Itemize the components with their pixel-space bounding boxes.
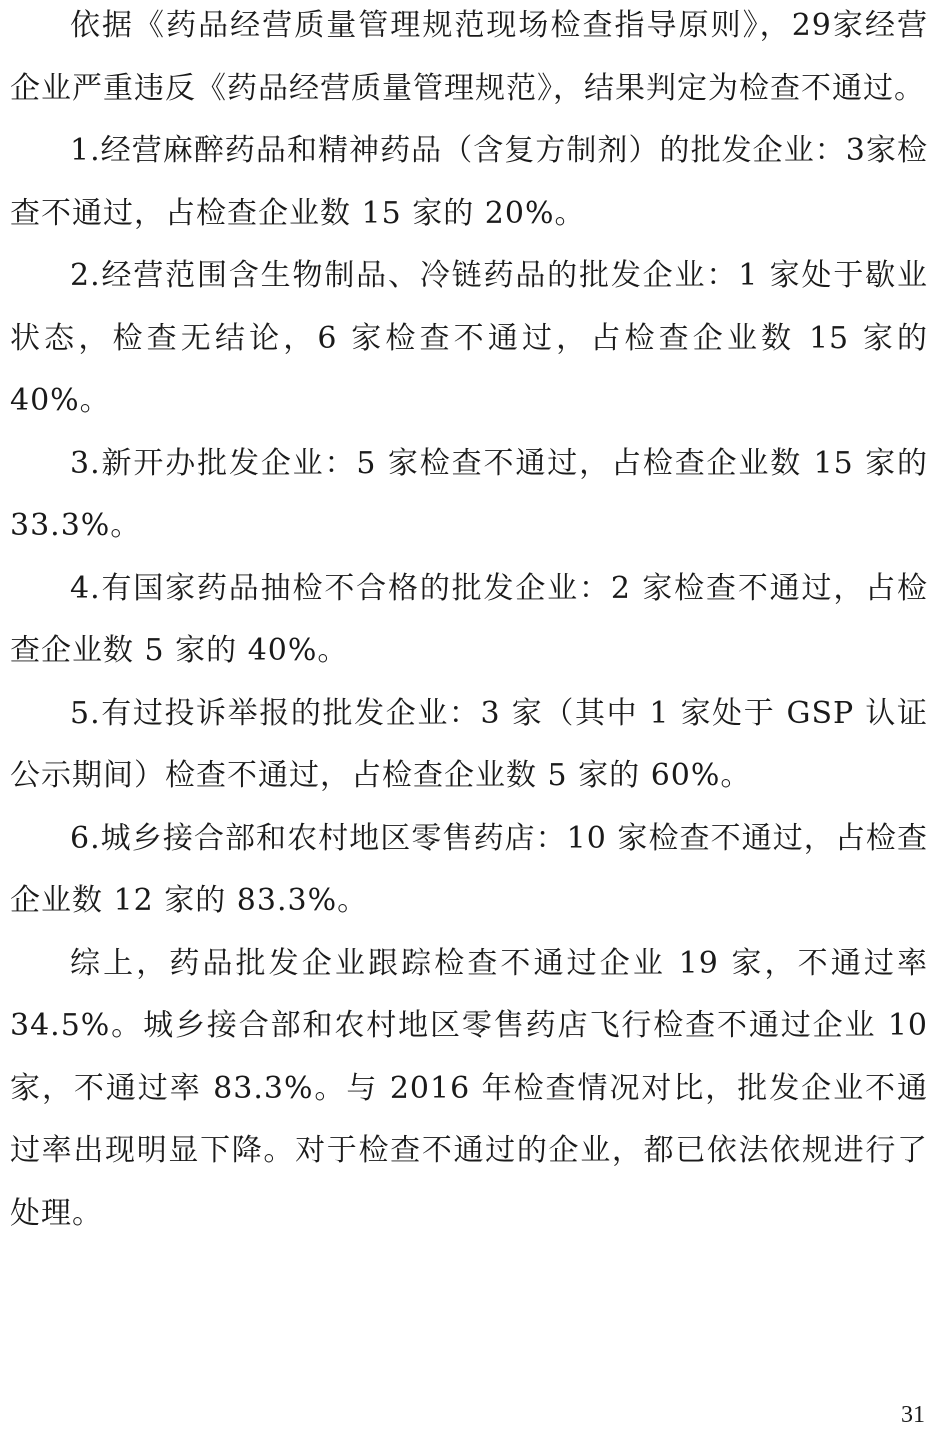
paragraph-item-3: 3.新开办批发企业：5 家检查不通过，占检查企业数 15 家的 33.3%。 bbox=[10, 445, 928, 543]
paragraph-item-6: 6.城乡接合部和农村地区零售药店：10 家检查不通过，占检查企业数 12 家的 83.3%。 bbox=[10, 820, 928, 918]
paragraph-intro: 依据《药品经营质量管理规范现场检查指导原则》，29家经营企业严重违反《药品经营质量管理规范》，结果判定为检查不通过。 bbox=[10, 8, 928, 106]
page-number: 31 bbox=[901, 1402, 925, 1428]
paragraph-item-5: 5.有过投诉举报的批发企业：3 家（其中 1 家处于 GSP 认证公示期间）检查不通过，占检查企业数 5 家的 60%。 bbox=[10, 695, 928, 793]
paragraph-item-2: 2.经营范围含生物制品、冷链药品的批发企业：1 家处于歇业状态，检查无结论，6 家检查不通过，占检查企业数 15 家的 40%。 bbox=[10, 258, 928, 418]
paragraph-item-4: 4.有国家药品抽检不合格的批发企业：2 家检查不通过，占检查企业数 5 家的 40%。 bbox=[10, 570, 928, 668]
paragraph-summary: 综上，药品批发企业跟踪检查不通过企业 19 家，不通过率 34.5%。城乡接合部和农村地区零售药店飞行检查不通过企业 10 家，不通过率 83.3%。与 2016 年检查情况对比，批发企业不通过率出现明显下降。对于检查不通过的企业，都已依法依规进行了处理。 bbox=[10, 945, 928, 1231]
document-body bbox=[10, 0, 928, 1245]
paragraph-item-1: 1.经营麻醉药品和精神药品（含复方制剂）的批发企业：3家检查不通过，占检查企业数 15 家的 20%。 bbox=[10, 133, 928, 231]
